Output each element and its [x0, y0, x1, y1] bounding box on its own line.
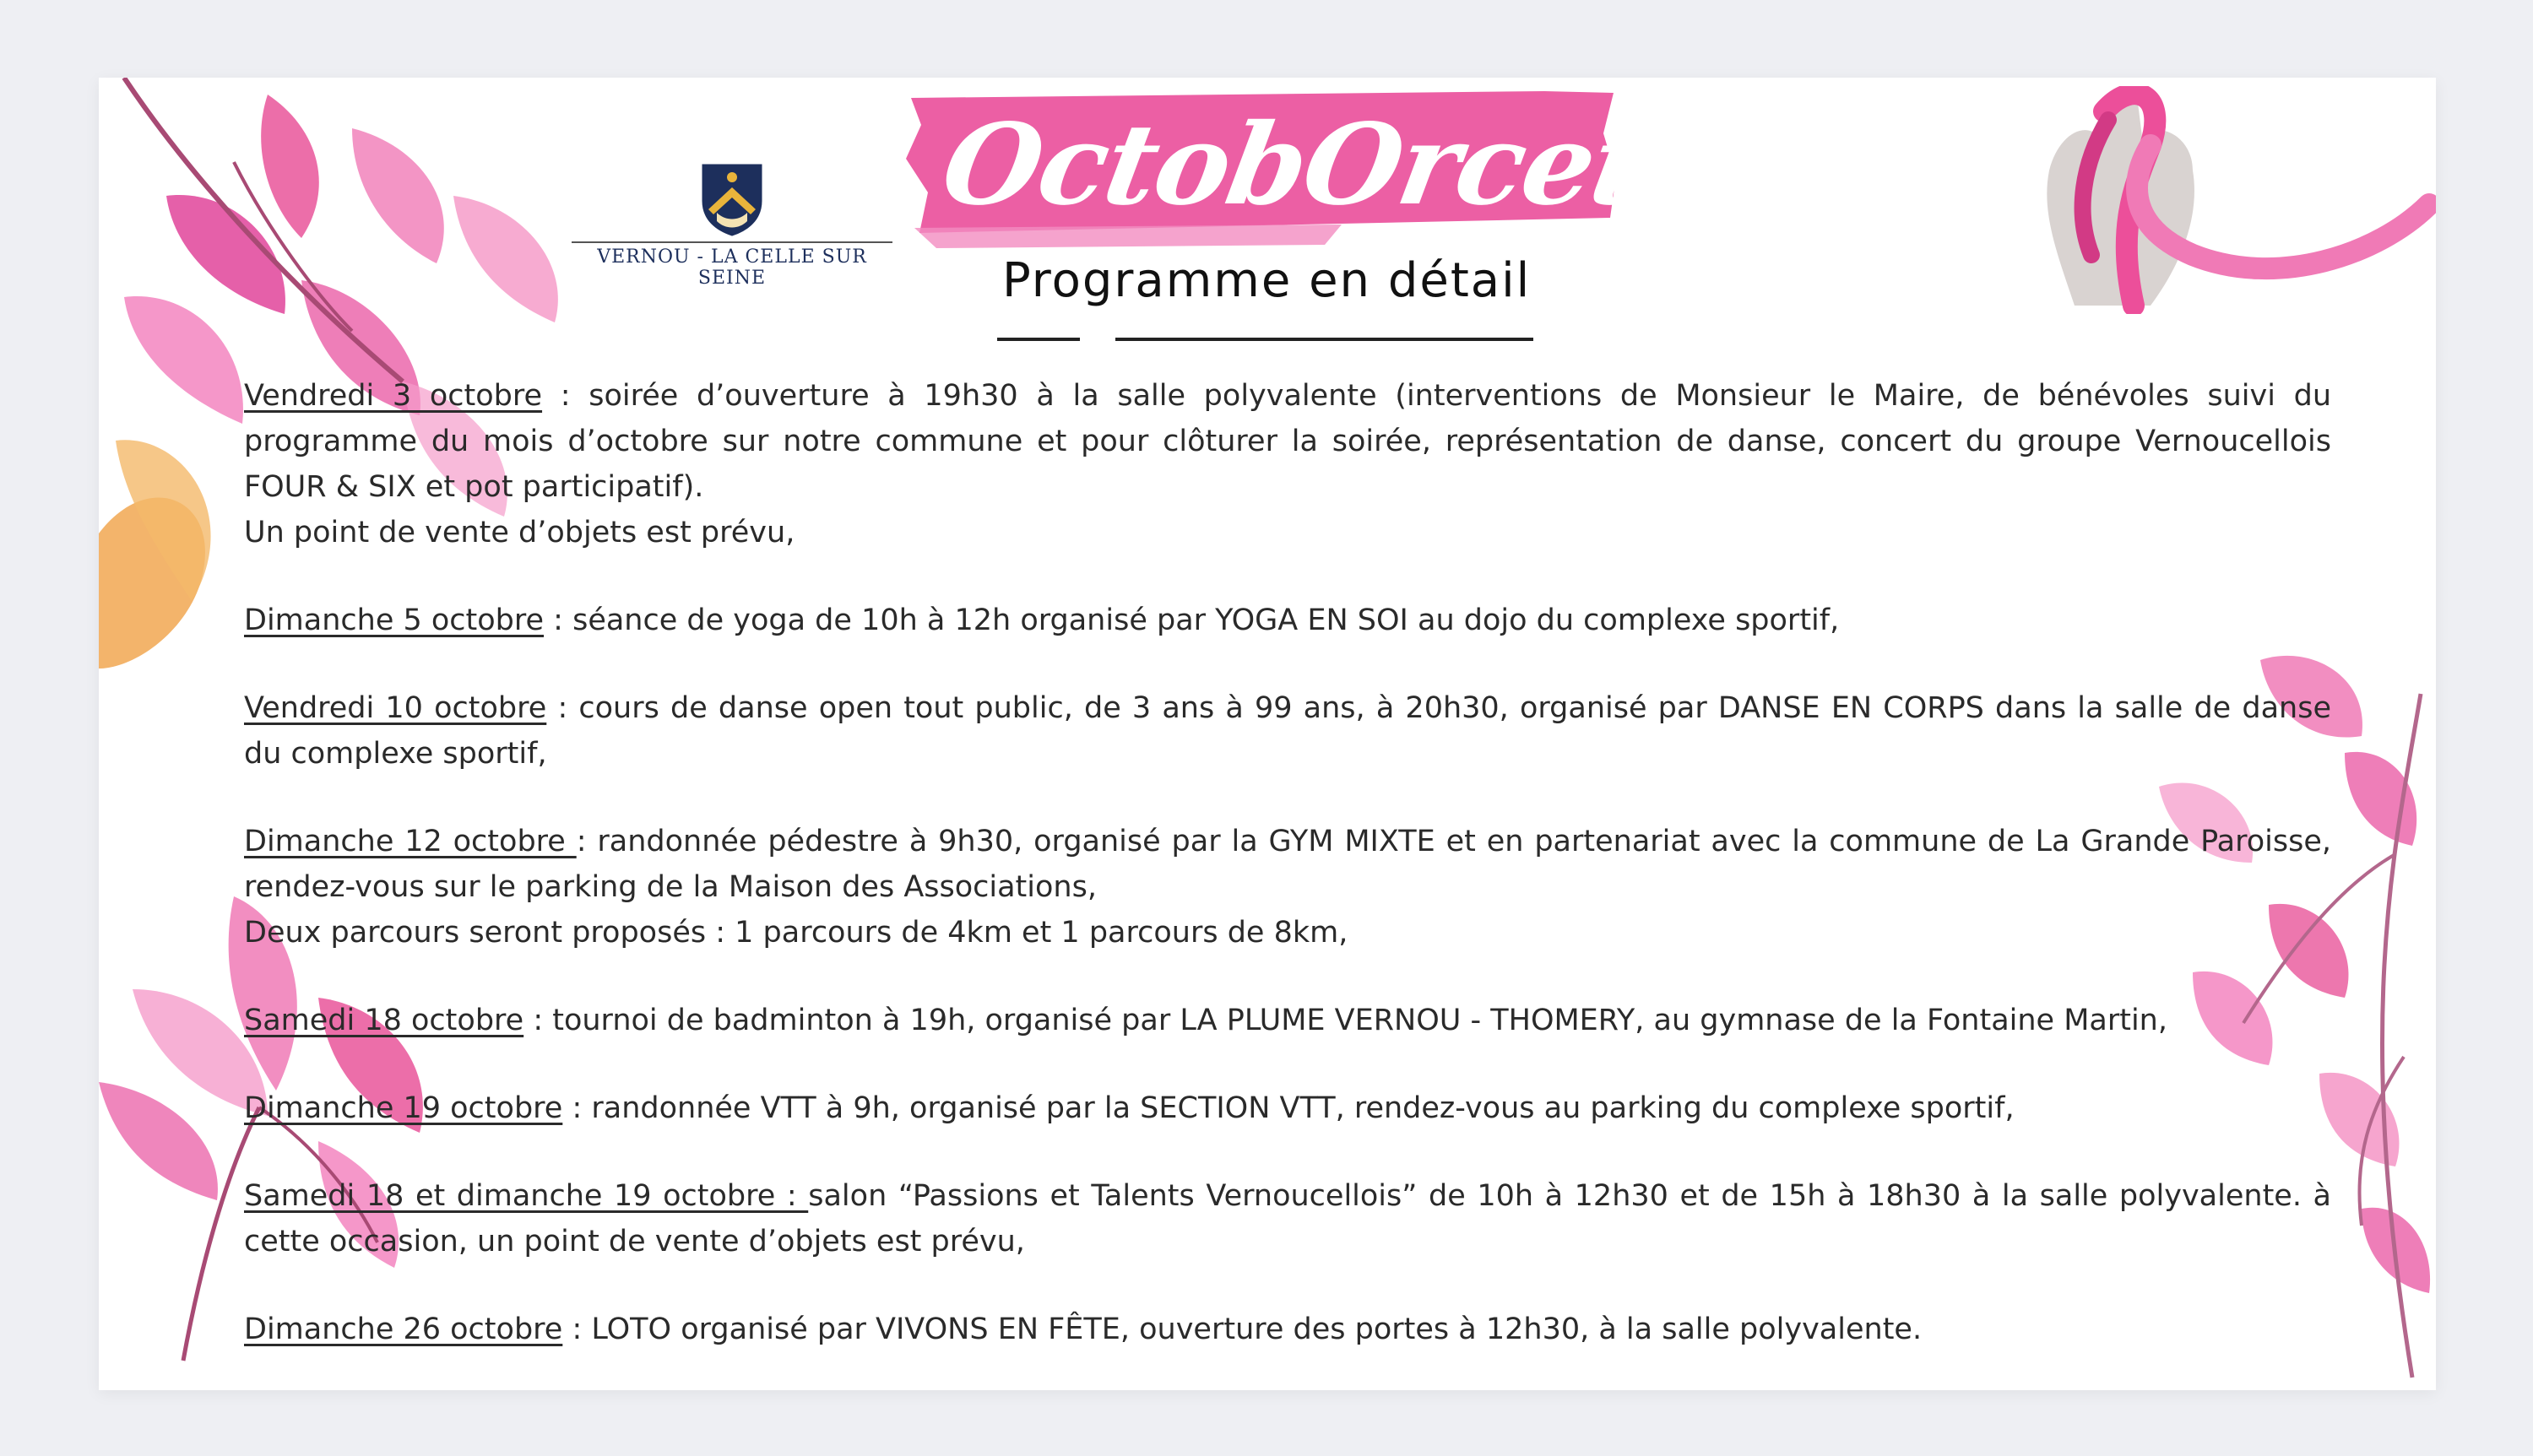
event-text: : randonnée pédestre à 9h30, organisé par la GYM MIXTE et en partenariat avec la commune de La Grande Paroisse, rendez-vous sur le parking de la Maison des Associations,: [244, 825, 2332, 904]
event-date: Vendredi 10 octobre: [244, 691, 547, 725]
event-item: [244, 685, 2331, 777]
pink-ribbon-icon: [2024, 86, 2436, 314]
event-item: [244, 373, 2331, 555]
event-item: [244, 1173, 2331, 1264]
underline-long: [1115, 338, 1533, 341]
page-title: Programme en détail: [1002, 253, 1532, 308]
town-crest-icon: [700, 162, 764, 236]
event-text: : séance de yoga de 10h à 12h organisé par YOGA EN SOI au dojo du complexe sportif,: [544, 604, 1840, 637]
logo-rule: [572, 241, 892, 243]
event-text: : LOTO organisé par VIVONS EN FÊTE, ouverture des portes à 12h30, à la salle polyvalente.: [562, 1313, 1923, 1346]
underline-short: [997, 338, 1080, 341]
event-date: Vendredi 3 octobre: [244, 379, 543, 413]
event-date: Dimanche 19 octobre: [244, 1091, 563, 1125]
event-date: Dimanche 12 octobre: [244, 825, 577, 858]
event-item: [244, 998, 2331, 1043]
town-name: VERNOU - LA CELLE SUR SEINE: [597, 246, 867, 289]
event-text: salon “Passions et Talents Vernoucellois” de 10h à 12h30 et de 15h à 18h30 à la salle polyvalente. à cette occasion, un point de vente d’objets est prévu,: [244, 1179, 2331, 1258]
event-date: Dimanche 5 octobre: [244, 604, 545, 637]
event-text: : tournoi de badminton à 19h, organisé par LA PLUME VERNOU - THOMERY, au gymnase de la Fontaine Martin,: [523, 1004, 2167, 1037]
event-date: Dimanche 26 octobre: [244, 1313, 563, 1346]
event-text: : cours de danse open tout public, de 3 ans à 99 ans, à 20h30, organisé par DANSE EN CORPS dans la salle de danse du complexe sportif,: [244, 691, 2331, 771]
event-date: Samedi 18 et dimanche 19 octobre :: [244, 1179, 809, 1213]
event-list: [244, 373, 2331, 1390]
event-date: Samedi 18 octobre: [244, 1004, 524, 1037]
flyer-card: [99, 78, 2436, 1390]
event-extra: Deux parcours seront proposés : 1 parcours de 4km et 1 parcours de 8km,: [244, 916, 1348, 950]
event-item: [244, 819, 2331, 955]
event-text: : soirée d’ouverture à 19h30 à la salle polyvalente (interventions de Monsieur le Maire, de bénévoles suivi du programme du mois d’octobre sur notre commune et pour clôturer la soirée, représentation de danse, concert du groupe Vernoucellois FOUR & SIX et pot participatif).: [244, 379, 2331, 504]
event-item: [244, 1085, 2331, 1131]
town-logo: [572, 162, 892, 289]
title-banner: [903, 83, 1855, 252]
event-item: [244, 598, 2331, 643]
event-extra: Un point de vente d’objets est prévu,: [244, 516, 795, 549]
banner-title: OctobOrcet oR: [933, 100, 1855, 230]
event-text: : randonnée VTT à 9h, organisé par la SECTION VTT, rendez-vous au parking du complexe sportif,: [562, 1091, 2015, 1125]
event-item: [244, 1307, 2331, 1352]
